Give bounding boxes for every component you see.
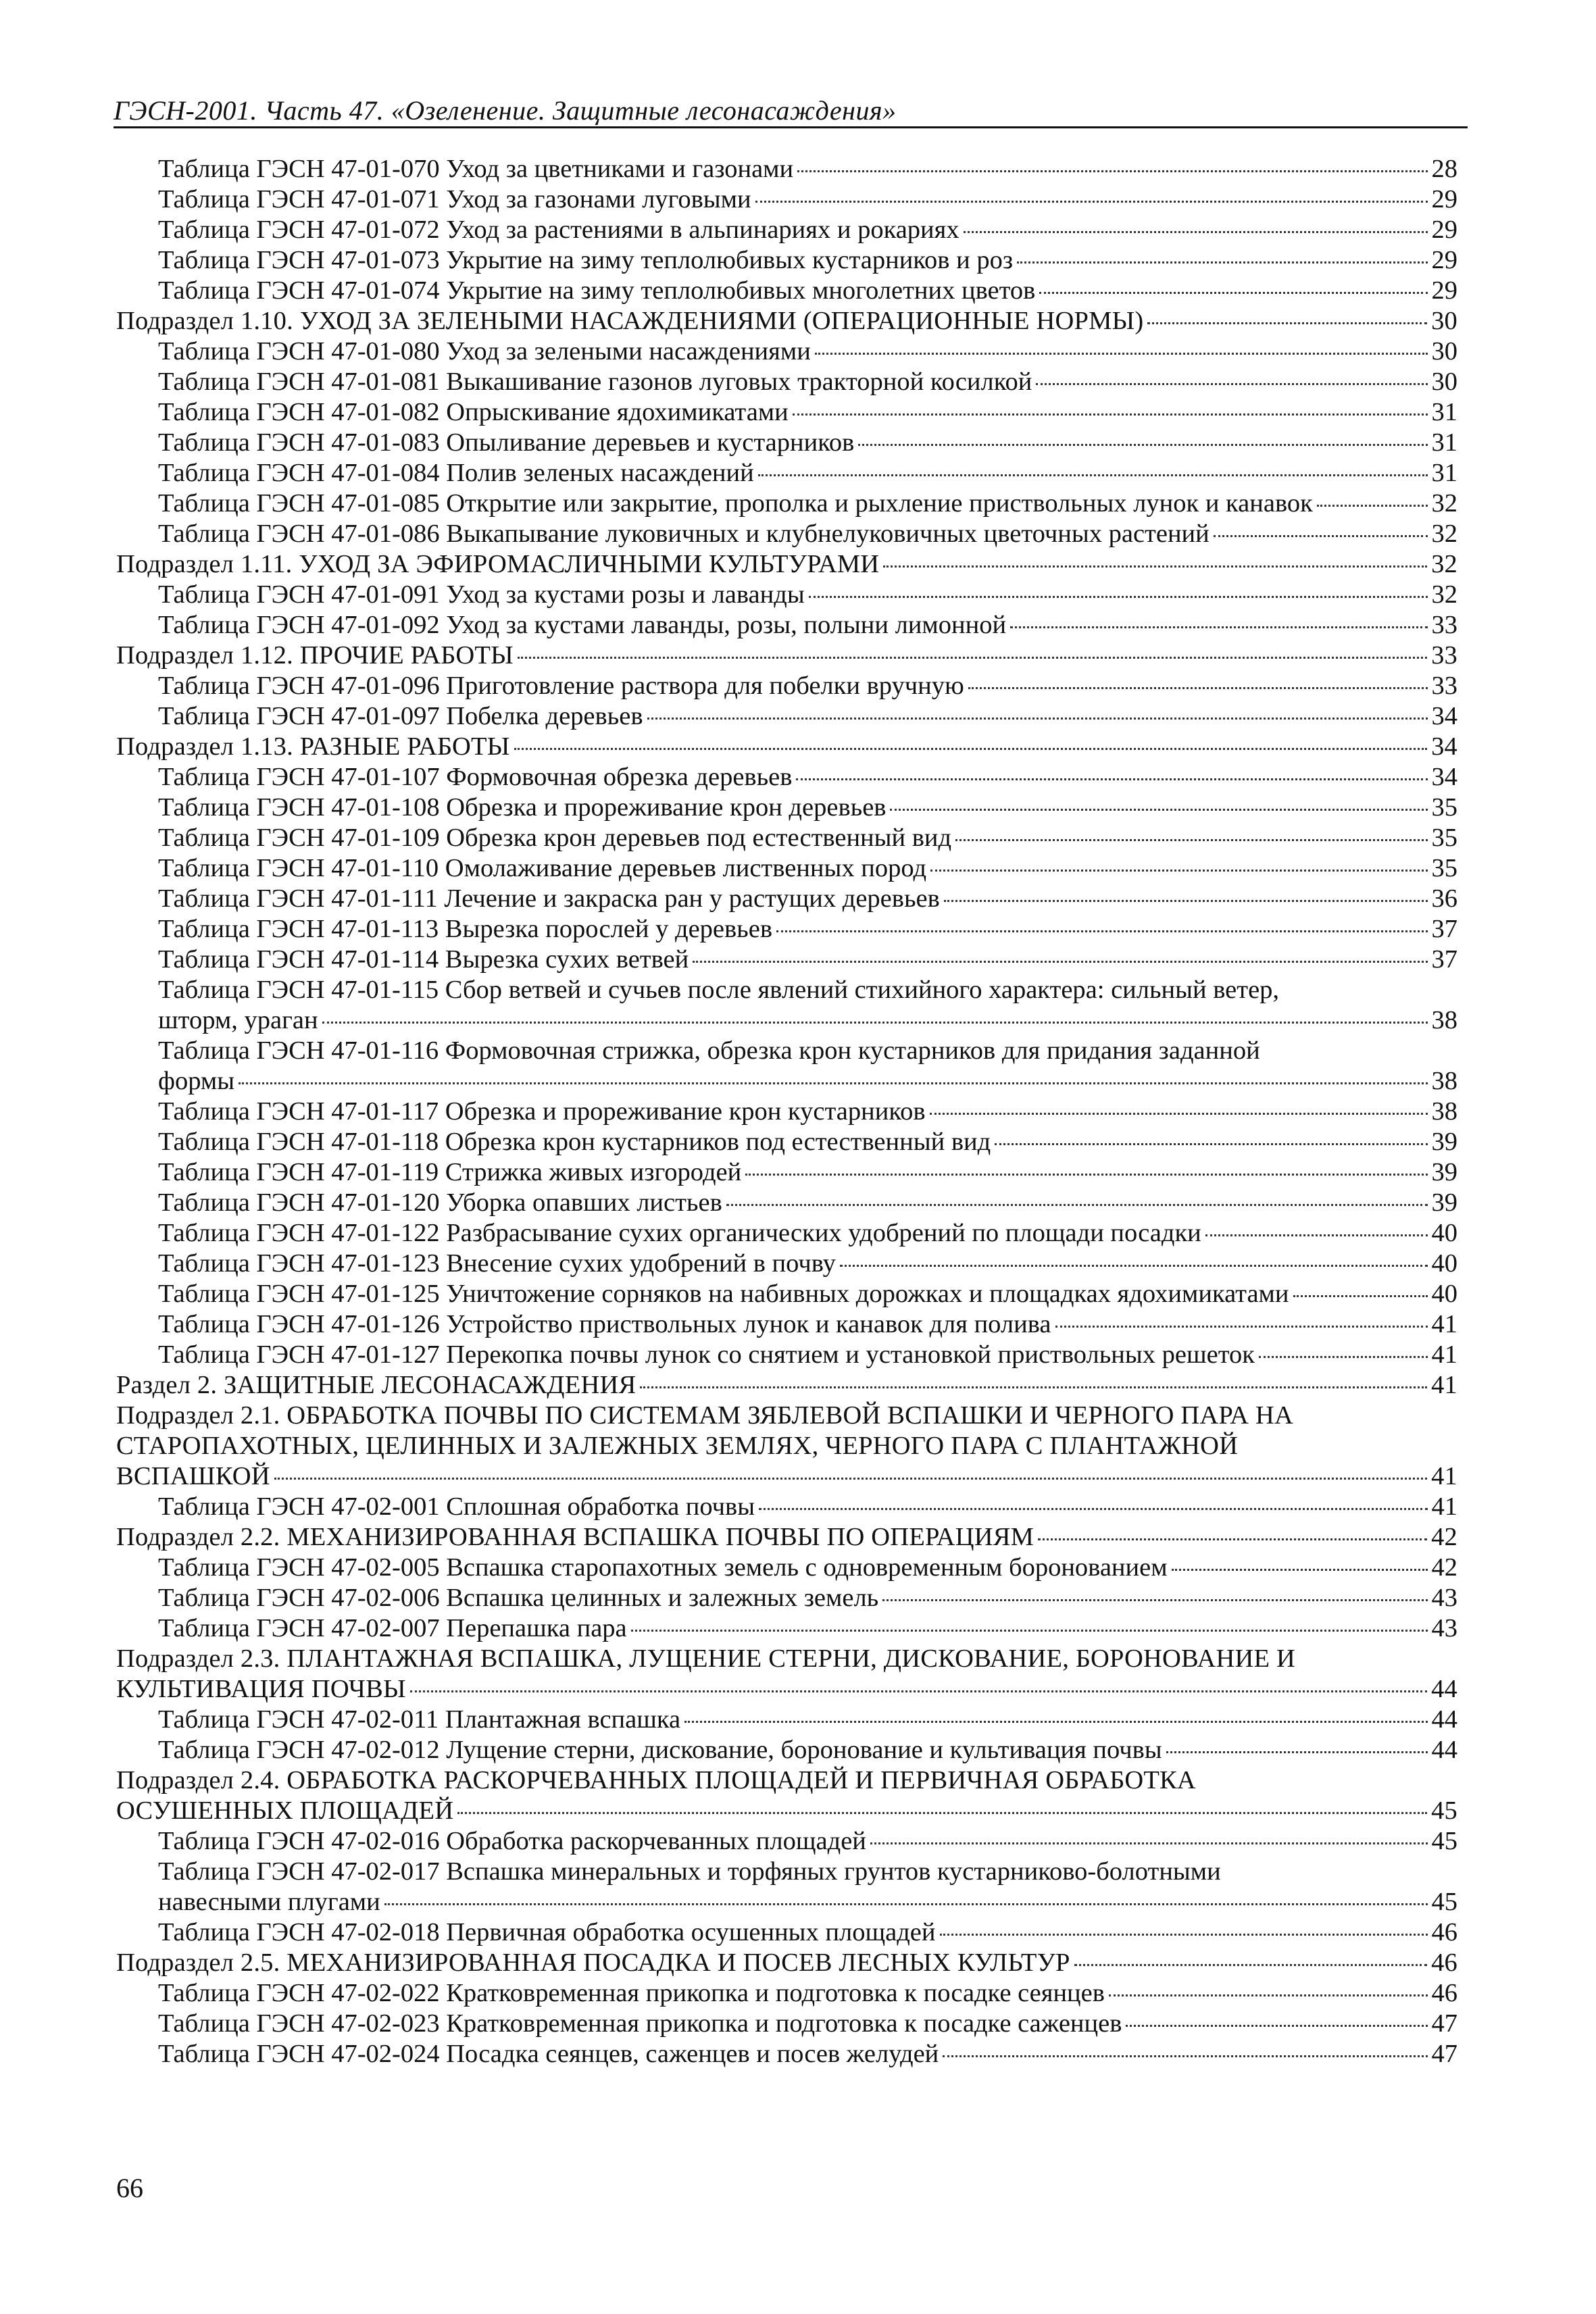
toc-entry-title: Таблица ГЭСН 47-02-012 Лущение стерни, дискование, боронование и культивация почвы [158,1736,1162,1764]
toc-entry-page: 29 [1431,246,1457,274]
toc-table-entry[interactable] [116,1036,1457,1097]
toc-section-entry[interactable] [116,549,1457,580]
toc-entry-page: 33 [1431,672,1457,700]
toc-entry-title: Таблица ГЭСН 47-02-018 Первичная обработка осушенных площадей [158,1918,936,1946]
toc-table-entry[interactable] [116,1917,1457,1948]
toc-entry-page: 40 [1431,1280,1457,1308]
toc-entry-title: Подраздел 2.1. ОБРАБОТКА ПОЧВЫ ПО СИСТЕМАМ ЗЯБЛЕВОЙ ВСПАШКИ И ЧЕРНОГО ПАРА НА СТАРОПАХОТНЫХ, ЦЕЛИННЫХ И ЗАЛЕЖНЫХ ЗЕМЛЯХ, ЧЕРНОГО ПАРА С ПЛАНТАЖНОЙ [116,1401,1293,1460]
toc-table-entry[interactable] [116,1583,1457,1613]
toc-table-entry[interactable] [116,1826,1457,1857]
toc-entry-title: Подраздел 2.5. МЕХАНИЗИРОВАННАЯ ПОСАДКА И ПОСЕВ ЛЕСНЫХ КУЛЬТУР [116,1948,1070,1977]
toc-section-entry[interactable] [116,1401,1457,1492]
toc-table-entry[interactable] [116,519,1457,549]
header-rule [114,126,1468,128]
toc-entry-page: 42 [1431,1553,1457,1582]
dot-leader [1172,1569,1428,1571]
toc-entry-title: Подраздел 1.10. УХОД ЗА ЗЕЛЕНЫМИ НАСАЖДЕНИЯМИ (ОПЕРАЦИОННЫЕ НОРМЫ) [116,307,1144,335]
toc-entry-title: Таблица ГЭСН 47-02-022 Кратковременная прикопка и подготовка к посадке сеянцев [158,1979,1105,2007]
toc-entry-page: 32 [1431,520,1457,548]
toc-entry-title: Таблица ГЭСН 47-01-073 Укрытие на зиму теплолюбивых кустарников и роз [158,246,1014,274]
dot-leader [943,2055,1427,2057]
dot-leader [840,1265,1428,1267]
toc-entry-page: 41 [1431,1310,1457,1338]
dot-leader [1038,1538,1427,1540]
toc-table-entry[interactable] [116,1613,1457,1644]
toc-table-entry[interactable] [116,184,1457,215]
toc-entry-title: Таблица ГЭСН 47-01-097 Побелка деревьев [158,702,643,730]
toc-entry-title: Таблица ГЭСН 47-01-120 Уборка опавших листьев [158,1188,722,1217]
toc-entry-title: Таблица ГЭСН 47-02-007 Перепашка пара [158,1614,627,1642]
dot-leader [758,474,1428,476]
toc-table-entry[interactable] [116,1735,1457,1765]
toc-table-entry[interactable] [116,1309,1457,1340]
toc-table-entry[interactable] [116,154,1457,184]
toc-entry-title: Таблица ГЭСН 47-01-119 Стрижка живых изгородей [158,1158,742,1186]
toc-entry-page: 44 [1431,1675,1457,1703]
toc-table-entry[interactable] [116,1097,1457,1127]
running-header: ГЭСН-2001. Часть 47. «Озеленение. Защитные лесонасаждения» [114,95,897,126]
dot-leader [964,231,1428,233]
toc-entry-title: Таблица ГЭСН 47-02-006 Вспашка целинных и залежных земель [158,1584,879,1612]
dot-leader [858,444,1427,446]
dot-leader [1126,2025,1427,2027]
toc-entry-page: 29 [1431,185,1457,213]
toc-table-entry[interactable] [116,1857,1457,1917]
dot-leader [1109,1994,1428,1996]
dot-leader [1055,1326,1428,1328]
toc-table-entry[interactable] [116,1249,1457,1279]
dot-leader [809,596,1428,598]
toc-table-entry[interactable] [116,823,1457,853]
toc-table-entry[interactable] [116,245,1457,276]
toc-entry-page: 45 [1431,1827,1457,1855]
toc-entry-page: 32 [1431,489,1457,518]
toc-section-entry[interactable] [116,732,1457,762]
dot-leader [930,1113,1428,1115]
toc-entry-page: 35 [1431,824,1457,852]
dot-leader [1317,505,1428,507]
toc-entry-title: Таблица ГЭСН 47-01-123 Внесение сухих удобрений в почву [158,1249,836,1278]
dot-leader [955,839,1427,841]
dot-leader [890,809,1427,811]
toc-section-entry[interactable] [116,306,1457,336]
toc-table-entry[interactable] [116,336,1457,367]
toc-section-entry[interactable] [116,1644,1457,1705]
toc-table-entry[interactable] [116,276,1457,306]
toc-entry-page: 46 [1431,1948,1457,1977]
toc-section-entry[interactable] [116,1370,1457,1401]
toc-entry-title: Таблица ГЭСН 47-01-114 Вырезка сухих ветвей [158,945,689,974]
toc-entry-title: Таблица ГЭСН 47-01-096 Приготовление раствора для побелки вручную [158,672,964,700]
toc-entry-page: 41 [1431,1371,1457,1399]
toc-entry-title: Таблица ГЭСН 47-02-017 Вспашка минеральных и торфяных грунтов кустарниково-болотными [158,1857,1221,1886]
toc-entry-title: Таблица ГЭСН 47-01-084 Полив зеленых насаждений [158,459,754,487]
toc-entry-title: Таблица ГЭСН 47-01-092 Уход за кустами лаванды, розы, полыни лимонной [158,611,1007,639]
toc-table-entry[interactable] [116,945,1457,975]
toc-table-entry[interactable] [116,1978,1457,2009]
dot-leader [797,170,1427,172]
toc-entry-title: Таблица ГЭСН 47-02-005 Вспашка старопахотных земель с одновременным боронованием [158,1553,1168,1582]
toc-entry-title-continued: формы [158,1067,235,1095]
toc-table-entry[interactable] [116,762,1457,793]
toc-entry-title: Таблица ГЭСН 47-01-116 Формовочная стрижка, обрезка крон кустарников для придания заданной [158,1036,1260,1065]
toc-table-entry[interactable] [116,1553,1457,1583]
toc-entry-title: Таблица ГЭСН 47-01-117 Обрезка и прореживание крон кустарников [158,1097,926,1126]
page-number: 66 [116,2173,143,2203]
dot-leader [796,778,1427,780]
dot-leader [518,657,1427,659]
toc-entry-title: Таблица ГЭСН 47-01-118 Обрезка крон кустарников под естественный вид [158,1128,991,1156]
toc-entry-title: Раздел 2. ЗАЩИТНЫЕ ЛЕСОНАСАЖДЕНИЯ [116,1371,637,1399]
dot-leader [995,1143,1427,1145]
toc-entry-page: 34 [1431,702,1457,730]
dot-leader [815,353,1428,355]
dot-leader [410,1690,1427,1692]
toc-entry-title: Подраздел 1.13. РАЗНЫЕ РАБОТЫ [116,732,510,761]
dot-leader [631,1630,1428,1632]
toc-entry-page: 29 [1431,216,1457,244]
toc-entry-page: 38 [1431,1067,1457,1095]
toc-entry-page: 38 [1431,1006,1457,1034]
toc-table-entry[interactable] [116,853,1457,884]
dot-leader [1147,322,1427,324]
toc-table-entry[interactable] [116,458,1457,488]
toc-entry-title: Подраздел 2.2. МЕХАНИЗИРОВАННАЯ ВСПАШКА ПОЧВЫ ПО ОПЕРАЦИЯМ [116,1523,1034,1551]
toc-table-entry[interactable] [116,2009,1457,2039]
toc-entry-title: Таблица ГЭСН 47-01-127 Перекопка почвы лунок со снятием и установкой приствольных решеток [158,1340,1255,1369]
toc-entry-page: 33 [1431,611,1457,639]
toc-entry-page: 35 [1431,854,1457,882]
dot-leader [776,930,1428,932]
dot-leader [759,1508,1427,1510]
toc-entry-page: 40 [1431,1219,1457,1247]
toc-table-entry[interactable] [116,1188,1457,1218]
toc-table-entry[interactable] [116,580,1457,610]
toc-entry-page: 45 [1431,1888,1457,1916]
toc-entry-title: Таблица ГЭСН 47-01-110 Омолаживание деревьев лиственных пород [158,854,927,882]
toc-entry-page: 31 [1431,428,1457,457]
dot-leader [647,718,1428,720]
toc-entry-title: Таблица ГЭСН 47-02-016 Обработка раскорчеванных площадей [158,1827,866,1855]
toc-table-entry[interactable] [116,428,1457,458]
toc-entry-page: 31 [1431,398,1457,426]
toc-table-entry[interactable] [116,1705,1457,1735]
toc-entry-page: 29 [1431,276,1457,305]
toc-table-entry[interactable] [116,1279,1457,1309]
dot-leader [745,1174,1427,1176]
dot-leader [384,1903,1428,1905]
toc-entry-page: 32 [1431,550,1457,578]
toc-entry-page: 39 [1431,1158,1457,1186]
toc-table-entry[interactable] [116,671,1457,701]
toc-entry-page: 40 [1431,1249,1457,1278]
dot-leader [1017,261,1427,263]
toc-entry-title: Таблица ГЭСН 47-01-071 Уход за газонами луговыми [158,185,751,213]
toc-table-entry[interactable] [116,1218,1457,1249]
toc-entry-title-continued: ВСПАШКОЙ [116,1462,270,1490]
toc-entry-title-continued: КУЛЬТИВАЦИЯ ПОЧВЫ [116,1675,406,1703]
toc-entry-title: Таблица ГЭСН 47-01-107 Формовочная обрезка деревьев [158,763,793,791]
toc-entry-page: 30 [1431,368,1457,396]
dot-leader [1259,1356,1428,1358]
toc-entry-page: 46 [1431,1918,1457,1946]
toc-entry-title-continued: ОСУШЕННЫХ ПЛОЩАДЕЙ [116,1796,454,1825]
table-of-contents [116,154,1457,2069]
toc-table-entry[interactable] [116,793,1457,823]
toc-entry-page: 41 [1431,1340,1457,1369]
dot-leader [882,1599,1427,1601]
dot-leader [239,1082,1427,1084]
toc-section-entry[interactable] [116,1522,1457,1553]
toc-entry-page: 39 [1431,1128,1457,1156]
toc-entry-title: Таблица ГЭСН 47-01-086 Выкапывание луковичных и клубнелуковичных цветочных растений [158,520,1210,548]
toc-entry-title: Таблица ГЭСН 47-01-082 Опрыскивание ядохимикатами [158,398,789,426]
toc-table-entry[interactable] [116,488,1457,519]
toc-entry-title: Таблица ГЭСН 47-01-085 Открытие или закрытие, прополка и рыхление приствольных лунок и канавок [158,489,1313,518]
dot-leader [1036,383,1427,385]
toc-entry-page: 31 [1431,459,1457,487]
toc-table-entry[interactable] [116,701,1457,732]
toc-entry-page: 39 [1431,1188,1457,1217]
toc-table-entry[interactable] [116,1157,1457,1188]
toc-entry-title: Таблица ГЭСН 47-01-074 Укрытие на зиму теплолюбивых многолетних цветов [158,276,1036,305]
toc-entry-page: 34 [1431,763,1457,791]
toc-table-entry[interactable] [116,2039,1457,2069]
toc-table-entry[interactable] [116,610,1457,640]
toc-entry-page: 42 [1431,1523,1457,1551]
toc-table-entry[interactable] [116,914,1457,945]
toc-entry-title: Подраздел 2.3. ПЛАНТАЖНАЯ ВСПАШКА, ЛУЩЕНИЕ СТЕРНИ, ДИСКОВАНИЕ, БОРОНОВАНИЕ И [116,1644,1296,1673]
toc-entry-page: 47 [1431,2009,1457,2038]
toc-entry-title-continued: навесными плугами [158,1888,380,1916]
toc-entry-title-continued: шторм, ураган [158,1006,318,1034]
toc-entry-title: Таблица ГЭСН 47-01-108 Обрезка и прореживание крон деревьев [158,793,887,822]
dot-leader [514,748,1428,750]
toc-entry-page: 47 [1431,2040,1457,2068]
dot-leader [1074,1964,1427,1966]
toc-entry-page: 45 [1431,1796,1457,1825]
dot-leader [726,1204,1428,1206]
dot-leader [1010,626,1427,628]
dot-leader [793,413,1428,416]
toc-entry-title: Таблица ГЭСН 47-02-024 Посадка сеянцев, саженцев и посев желудей [158,2040,939,2068]
toc-table-entry[interactable] [116,1492,1457,1522]
dot-leader [693,961,1427,963]
toc-entry-title: Подраздел 2.4. ОБРАБОТКА РАСКОРЧЕВАННЫХ ПЛОЩАДЕЙ И ПЕРВИЧНАЯ ОБРАБОТКА [116,1766,1196,1794]
toc-section-entry[interactable] [116,1765,1457,1826]
dot-leader [322,1022,1428,1024]
toc-entry-page: 37 [1431,915,1457,943]
dot-leader [755,201,1428,203]
toc-entry-page: 41 [1431,1462,1457,1490]
dot-leader [1205,1234,1428,1236]
toc-entry-title: Таблица ГЭСН 47-01-080 Уход за зелеными насаждениями [158,337,811,366]
dot-leader [870,1842,1428,1844]
toc-entry-page: 44 [1431,1705,1457,1734]
dot-leader [457,1812,1427,1814]
toc-table-entry[interactable] [116,215,1457,245]
toc-entry-page: 46 [1431,1979,1457,2007]
toc-entry-title: Таблица ГЭСН 47-01-081 Выкашивание газонов луговых тракторной косилкой [158,368,1032,396]
toc-table-entry[interactable] [116,884,1457,914]
toc-entry-title: Таблица ГЭСН 47-01-125 Уничтожение сорняков на набивных дорожках и площадках ядохимикатами [158,1280,1289,1308]
toc-entry-title: Подраздел 1.12. ПРОЧИЕ РАБОТЫ [116,641,514,670]
toc-entry-page: 37 [1431,945,1457,974]
dot-leader [968,687,1428,689]
toc-entry-title: Таблица ГЭСН 47-01-122 Разбрасывание сухих органических удобрений по площади посадки [158,1219,1201,1247]
dot-leader [684,1721,1427,1723]
toc-entry-page: 32 [1431,580,1457,609]
dot-leader [930,870,1427,872]
dot-leader [1293,1295,1428,1297]
dot-leader [1039,292,1427,294]
toc-table-entry[interactable] [116,975,1457,1036]
toc-entry-page: 41 [1431,1492,1457,1521]
toc-table-entry[interactable] [116,1127,1457,1157]
toc-table-entry[interactable] [116,397,1457,428]
toc-entry-page: 35 [1431,793,1457,822]
toc-entry-title: Таблица ГЭСН 47-02-023 Кратковременная прикопка и подготовка к посадке саженцев [158,2009,1122,2038]
dot-leader [640,1386,1427,1388]
toc-entry-title: Таблица ГЭСН 47-01-111 Лечение и закраска ран у растущих деревьев [158,884,940,913]
toc-entry-title: Таблица ГЭСН 47-01-113 Вырезка порослей у деревьев [158,915,772,943]
toc-entry-title: Таблица ГЭСН 47-01-126 Устройство приствольных лунок и канавок для полива [158,1310,1051,1338]
toc-entry-page: 43 [1431,1584,1457,1612]
toc-entry-title: Таблица ГЭСН 47-01-109 Обрезка крон деревьев под естественный вид [158,824,952,852]
toc-entry-title: Таблица ГЭСН 47-01-072 Уход за растениями в альпинариях и рокариях [158,216,959,244]
toc-entry-title: Таблица ГЭСН 47-01-083 Опыливание деревьев и кустарников [158,428,855,457]
toc-entry-title: Таблица ГЭСН 47-01-091 Уход за кустами розы и лаванды [158,580,805,609]
toc-entry-page: 28 [1431,155,1457,183]
dot-leader [883,565,1427,568]
toc-section-entry[interactable] [116,640,1457,671]
dot-leader [940,1934,1428,1936]
toc-entry-page: 38 [1431,1097,1457,1126]
toc-entry-title: Таблица ГЭСН 47-01-115 Сбор ветвей и сучьев после явлений стихийного характера: сильный ветер, [158,976,1280,1004]
toc-entry-page: 44 [1431,1736,1457,1764]
toc-entry-page: 43 [1431,1614,1457,1642]
dot-leader [1166,1751,1428,1753]
toc-entry-page: 30 [1431,307,1457,335]
toc-entry-title: Таблица ГЭСН 47-02-011 Плантажная вспашка [158,1705,681,1734]
toc-section-entry[interactable] [116,1948,1457,1978]
toc-entry-title: Таблица ГЭСН 47-01-070 Уход за цветниками и газонами [158,155,794,183]
toc-entry-page: 34 [1431,732,1457,761]
toc-table-entry[interactable] [116,367,1457,397]
toc-entry-page: 33 [1431,641,1457,670]
dot-leader [1214,535,1428,537]
toc-entry-title: Таблица ГЭСН 47-02-001 Сплошная обработка почвы [158,1492,755,1521]
toc-entry-page: 36 [1431,884,1457,913]
dot-leader [944,900,1428,902]
toc-entry-title: Подраздел 1.11. УХОД ЗА ЭФИРОМАСЛИЧНЫМИ КУЛЬТУРАМИ [116,550,880,578]
toc-table-entry[interactable] [116,1340,1457,1370]
dot-leader [274,1478,1427,1480]
toc-entry-page: 30 [1431,337,1457,366]
